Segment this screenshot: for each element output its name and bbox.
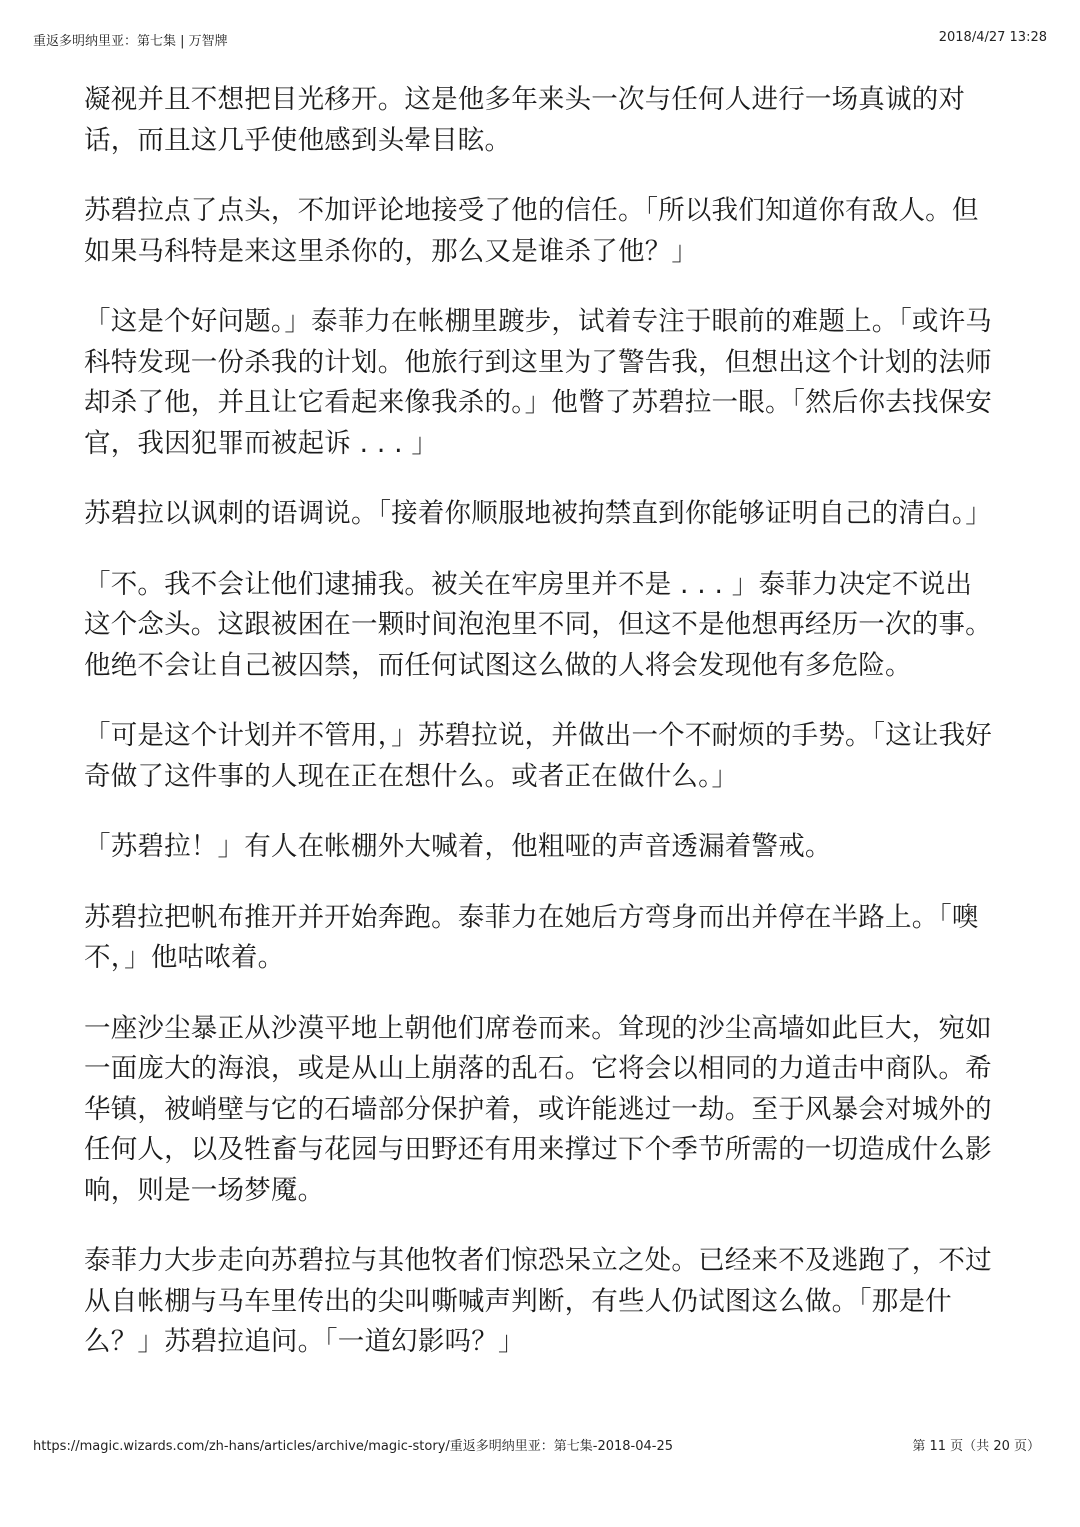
page-number: 第 11 页（共 20 页）: [912, 1439, 1040, 1454]
paragraph: 苏碧拉以讽刺的语调说。「接着你顺服地被拘禁直到你能够证明自己的清白。」: [84, 498, 992, 529]
paragraph: 一座沙尘暴正从沙漠平地上朝他们席卷而来。耸现的沙尘高墙如此巨大，宛如一面庞大的海浪，或是从山上崩落的乱石。它将会以相同的力道击中商队。希华镇，被峭壁与它的石墙部分保护着，或许能逃过一劫。至于风暴会对城外的任何人，以及牲畜与花园与田野还有用来撑过下个季节所需的一切造成什么影响，则是一场梦魇。: [84, 1012, 992, 1206]
page-title: 重返多明纳里亚：第七集 | 万智牌: [33, 34, 228, 49]
source-url: https://magic.wizards.com/zh-hans/articles/archive/magic-story/重返多明纳里亚：第七集-2018-04-25: [33, 1439, 674, 1454]
paragraph: 泰菲力大步走向苏碧拉与其他牧者们惊恐呆立之处。已经来不及逃跑了，不过从自帐棚与马车里传出的尖叫嘶喊声判断，有些人仍试图这么做。「那是什么？」苏碧拉追问。「一道幻影吗？」: [84, 1245, 992, 1357]
print-footer: [33, 1435, 1040, 1455]
paragraph: 苏碧拉点了点头，不加评论地接受了他的信任。「所以我们知道你有敌人。但如果马科特是来这里杀你的，那么又是谁杀了他？」: [84, 195, 979, 267]
paragraph: 「苏碧拉！」有人在帐棚外大喊着，他粗哑的声音透漏着警戒。: [84, 831, 832, 862]
paragraph: 「可是这个计划并不管用，」苏碧拉说，并做出一个不耐烦的手势。「这让我好奇做了这件事的人现在正在想什么。或者正在做什么。」: [84, 720, 992, 792]
article-body: [84, 80, 996, 1393]
paragraph: 凝视并且不想把目光移开。这是他多年来头一次与任何人进行一场真诚的对话，而且这几乎使他感到头晕目眩。: [84, 84, 966, 156]
paragraph: 苏碧拉把帆布推开并开始奔跑。泰菲力在她后方弯身而出并停在半路上。「噢不，」他咕哝着。: [84, 901, 979, 973]
print-header: [33, 30, 1047, 50]
paragraph: 「不。我不会让他们逮捕我。被关在牢房里并不是 . . . 」泰菲力决定不说出这个念头。这跟被困在一颗时间泡泡里不同，但这不是他想再经历一次的事。他绝不会让自己被囚禁，而任何试图这么做的人将会发现他有多危险。: [84, 568, 992, 681]
print-datetime: 2018/4/27 13:28: [938, 30, 1047, 45]
paragraph: 「这是个好问题。」泰菲力在帐棚里踱步，试着专注于眼前的难题上。「或许马科特发现一份杀我的计划。他旅行到这里为了警告我，但想出这个计划的法师却杀了他，并且让它看起来像我杀的。」他瞥了苏碧拉一眼。「然后你去找保安官，我因犯罪而被起诉 . . . 」: [84, 306, 992, 459]
